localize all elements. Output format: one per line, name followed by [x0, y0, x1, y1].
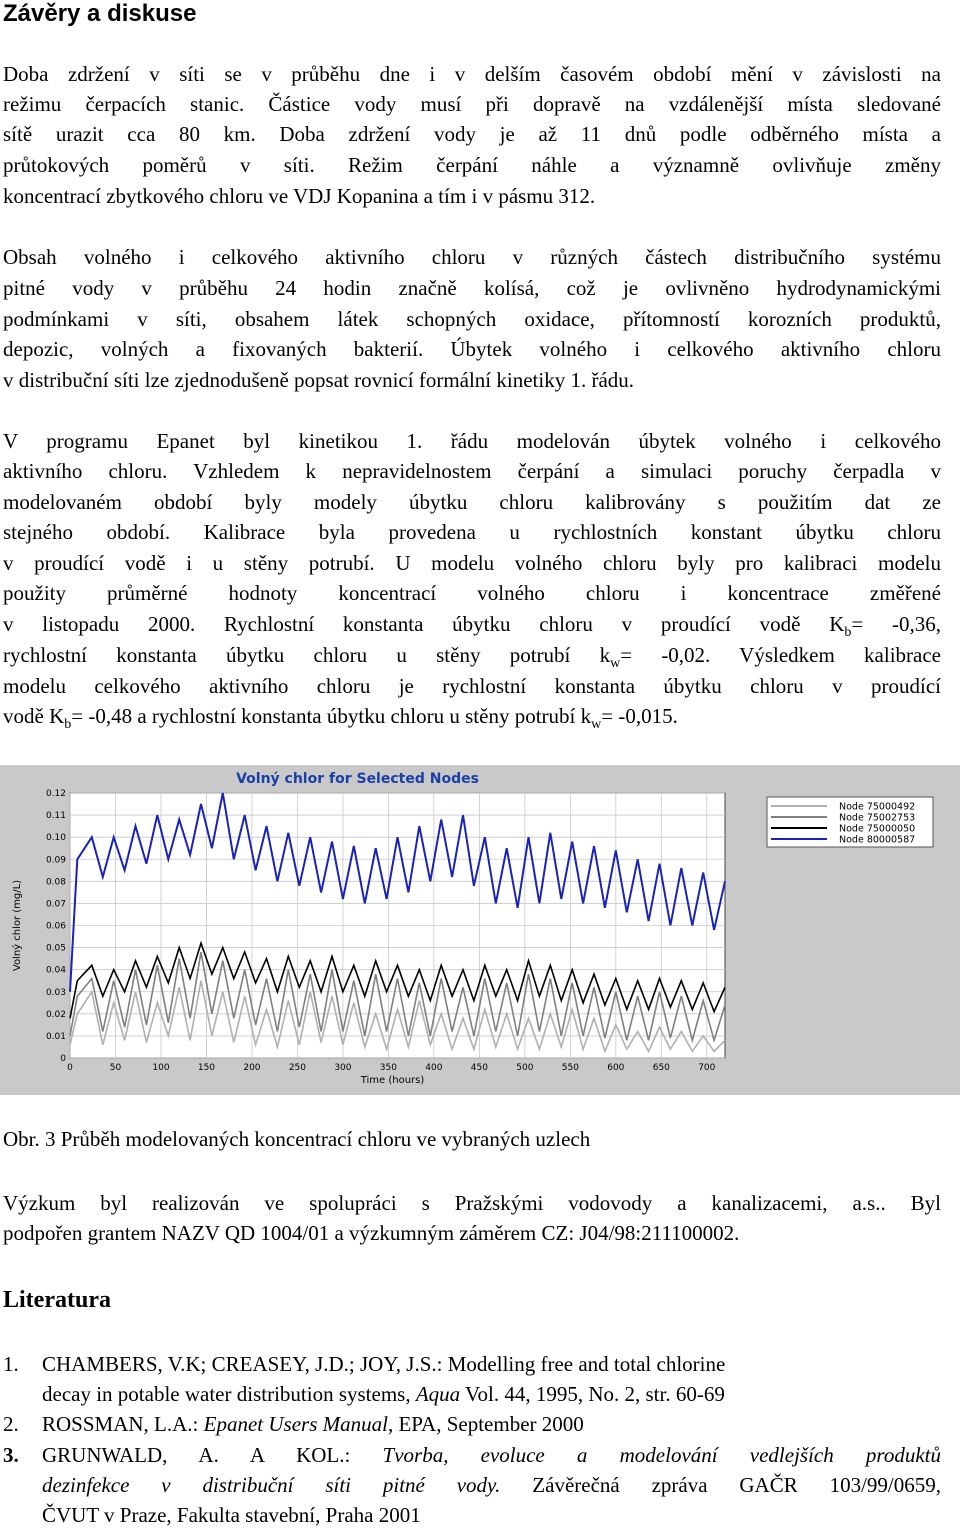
reference-3-line-2b: Závěrečná zpráva GAČR 103/99/0659,	[500, 1473, 941, 1497]
p1-line-5: koncentrací zbytkového chloru ve VDJ Kopanina a tím i v pásmu 312.	[3, 184, 596, 208]
ack-line-1: Výzkum byl realizován ve spolupráci s Pražskými vodovody a kanalizacemi, a.s.. Byl	[3, 1191, 941, 1215]
p1-line-4: průtokových poměrů v síti. Režim čerpání náhle a významně ovlivňuje změny	[3, 153, 941, 177]
y-tick-label: 0.10	[45, 833, 66, 844]
reference-3-title-part-1: Tvorba, evoluce a modelování vedlejších produktů	[382, 1443, 941, 1467]
p3-line-9: modelu celkového aktivního chloru je rychlostní konstanta úbytku chloru v proudící	[3, 674, 941, 698]
p3-line-10-text: vodě K	[3, 704, 65, 728]
reference-3	[3, 1440, 941, 1530]
kb-subscript-1: b	[844, 625, 852, 641]
y-tick-label: 0	[60, 1054, 66, 1064]
y-tick-label: 0.02	[45, 1009, 66, 1020]
reference-3-line-3: ČVUT v Praze, Fakulta stavební, Praha 2001	[42, 1503, 421, 1527]
p3-line-4: stejného období. Kalibrace byla provedena u rychlostních konstant úbytku chloru	[3, 520, 941, 544]
reference-1-line-2b: Vol. 44, 1995, No. 2, str. 60-69	[460, 1382, 725, 1406]
x-tick-label: 650	[652, 1063, 670, 1073]
p1-line-3: sítě urazit cca 80 km. Doba zdržení vody je až 11 dnů podle odběrného místa a	[3, 122, 941, 146]
x-axis-label: Time (hours)	[360, 1075, 425, 1086]
y-tick-label: 0.01	[45, 1031, 66, 1042]
p3-line-7-text: v listopadu 2000. Rychlostní konstanta úbytku chloru v proudící vodě K	[3, 612, 845, 636]
p1-line-2: režimu čerpacích stanic. Částice vody musí při dopravě na vzdálenější místa sledované	[3, 92, 941, 116]
chart-title: Volný chlor for Selected Nodes	[236, 771, 479, 787]
x-tick-label: 550	[561, 1063, 579, 1073]
p3-line-6: použity průměrné hodnoty koncentrací volného chloru i koncentrace změřené	[3, 581, 941, 605]
kw-value-1: = -0,02. Výsledkem kalibrace	[620, 643, 941, 667]
reference-2-title: Epanet Users Manual	[203, 1412, 388, 1436]
reference-1-journal: Aqua	[415, 1382, 461, 1406]
ack-line-2: podpořen grantem NAZV QD 1004/01 a výzkumným záměrem CZ: J04/98:211100002.	[3, 1221, 740, 1245]
x-tick-label: 350	[379, 1063, 397, 1073]
p2-line-5: v distribuční síti lze zjednodušeně popsat rovnicí formální kinetiky 1. řádu.	[3, 368, 635, 392]
reference-2-line-1b: , EPA, September 2000	[387, 1412, 584, 1436]
kb-value-1: = -0,36,	[851, 612, 941, 636]
p3-line-1: V programu Epanet byl kinetikou 1. řádu modelován úbytek volného i celkového	[3, 429, 941, 453]
x-tick-label: 300	[334, 1063, 352, 1073]
reference-3-line-2	[42, 1470, 941, 1500]
legend-entry-4: Node 80000587	[839, 834, 916, 846]
reference-1-line-2	[42, 1379, 941, 1409]
x-tick-label: 0	[67, 1063, 73, 1073]
reference-3-number: 3.	[3, 1443, 19, 1467]
reference-1-number: 1.	[3, 1352, 19, 1376]
x-tick-label: 50	[109, 1063, 122, 1073]
y-tick-label: 0.12	[45, 789, 66, 799]
x-tick-label: 200	[243, 1063, 261, 1073]
p3-line-8-text: rychlostní konstanta úbytku chloru u stěny potrubí k	[3, 643, 611, 667]
p2-line-3: podmínkami v síti, obsahem látek schopných oxidace, přítomností korozních produktů,	[3, 307, 941, 331]
x-tick-label: 600	[607, 1063, 625, 1073]
kw-subscript-1: w	[610, 656, 621, 672]
y-tick-label: 0.09	[45, 855, 66, 866]
y-tick-label: 0.07	[45, 899, 66, 910]
reference-2	[3, 1409, 941, 1440]
p2-line-2: pitné vody v průběhu 24 hodin značně kolísá, což je ovlivněno hydrodynamickými	[3, 276, 941, 300]
reference-3-line-1	[42, 1440, 941, 1470]
x-tick-label: 400	[425, 1063, 443, 1073]
kb-subscript-2: b	[64, 717, 72, 733]
p3-line-3: modelovaném období byly modely úbytku chloru kalibrovány s použitím dat ze	[3, 490, 941, 514]
legend-entry-2: Node 75002753	[839, 812, 916, 824]
y-tick-label: 0.03	[45, 987, 66, 998]
y-tick-label: 0.05	[45, 943, 66, 954]
reference-1-line-2a: decay in potable water distribution systems,	[42, 1382, 416, 1406]
y-axis-label: Volný chlor (mg/L)	[12, 879, 23, 972]
legend-entry-1: Node 75000492	[839, 801, 916, 813]
reference-2-number: 2.	[3, 1412, 19, 1436]
figure-caption: Obr. 3 Průběh modelovaných koncentrací chloru ve vybraných uzlech	[3, 1127, 591, 1151]
p1-line-1: Doba zdržení v síti se v průběhu dne i v delším časovém období mění v závislosti na	[3, 62, 941, 86]
section-heading-literature: Literatura	[3, 1287, 111, 1313]
reference-3-line-1a: GRUNWALD, A. A KOL.:	[42, 1443, 383, 1467]
x-tick-label: 150	[197, 1063, 216, 1073]
x-tick-label: 700	[698, 1063, 716, 1073]
x-tick-label: 450	[470, 1063, 488, 1073]
x-tick-label: 500	[516, 1063, 534, 1073]
chart-svg	[0, 765, 960, 1095]
y-tick-label: 0.04	[45, 965, 66, 976]
y-tick-label: 0.06	[45, 921, 66, 932]
kw-value-2: = -0,015.	[601, 704, 678, 728]
legend-entry-3: Node 75000050	[839, 823, 916, 835]
chart-figure	[0, 765, 960, 1095]
x-tick-label: 100	[152, 1063, 170, 1073]
reference-2-line-1	[42, 1409, 941, 1439]
reference-2-line-1a: ROSSMAN, L.A.:	[42, 1412, 204, 1436]
section-heading-conclusions: Závěry a diskuse	[3, 0, 197, 27]
p3-line-10	[3, 701, 941, 740]
kb-value-2: = -0,48 a rychlostní konstanta úbytku chloru u stěny potrubí k	[71, 704, 592, 728]
y-tick-label: 0.08	[45, 877, 66, 888]
p3-line-2: aktivního chloru. Vzhledem k nepravidelnostem čerpání a simulaci poruchy čerpadla v	[3, 459, 941, 483]
p2-line-1: Obsah volného i celkového aktivního chloru v různých částech distribučního systému	[3, 245, 941, 269]
reference-1-line-1: CHAMBERS, V.K; CREASEY, J.D.; JOY, J.S.: Modelling free and total chlorine	[42, 1352, 726, 1376]
p2-line-4: depozic, volných a fixovaných bakterií. Úbytek volného i celkového aktivního chloru	[3, 337, 941, 361]
x-tick-label: 250	[288, 1063, 307, 1073]
p3-line-5: v proudící vodě i u stěny potrubí. U modelu volného chloru byly pro kalibraci modelu	[3, 551, 941, 575]
kw-subscript-2: w	[591, 717, 602, 733]
reference-1	[3, 1349, 941, 1411]
y-tick-label: 0.11	[45, 811, 66, 822]
reference-3-title-part-2: dezinfekce v distribuční síti pitné vody.	[42, 1473, 501, 1497]
